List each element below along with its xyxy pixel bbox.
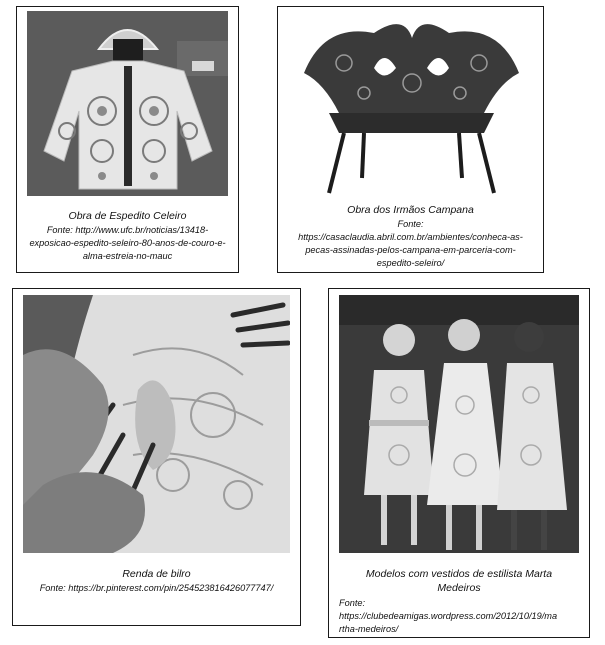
figure-source-line: https://clubedeamigas.wordpress.com/2012/10/19/ma [339,611,558,621]
models-illustration [339,295,579,553]
figure-source-line: Fonte: https://br.pinterest.com/pin/254523816426077747/ [39,583,274,593]
figure-source-line: Fonte: [339,598,366,608]
figure-source-line: Fonte: [397,219,424,229]
jacket-illustration [27,11,228,196]
figure-source-line: alma-estreia-no-mauc [82,251,173,261]
bobbin-lace-image [23,295,290,553]
figure-source-line: https://casaclaudia.abril.com.br/ambientes/conheca-as- [298,232,523,242]
figure-title: Obra dos Irmãos Campana [347,204,474,216]
figure-source-line: pecas-assinadas-pelos-campana-em-parceria-com- [305,245,516,255]
figure-title: Modelos com vestidos de estilista Marta [365,568,553,580]
chair-illustration [284,13,539,198]
figure-source-line: espedito-seleiro/ [376,258,445,268]
loveseat-image [284,13,539,198]
figure-source-line: exposicao-espedito-seleiro-80-anos-de-couro-e- [29,238,226,248]
figure-card-modelos [328,288,590,638]
leather-jacket-image [27,11,228,196]
figure-title: Renda de bilro [122,568,191,580]
figure-card-campana [277,6,544,273]
figure-source-line: rtha-medeiros/ [339,624,399,634]
figure-title: Obra de Espedito Celeiro [68,210,187,222]
lace-illustration [23,295,290,553]
models-image [339,295,579,553]
figure-card-espedito [16,6,239,273]
figure-card-renda [12,288,301,626]
figure-title: Medeiros [437,582,481,594]
figure-source-line: Fonte: http://www.ufc.br/noticias/13418- [46,225,209,235]
